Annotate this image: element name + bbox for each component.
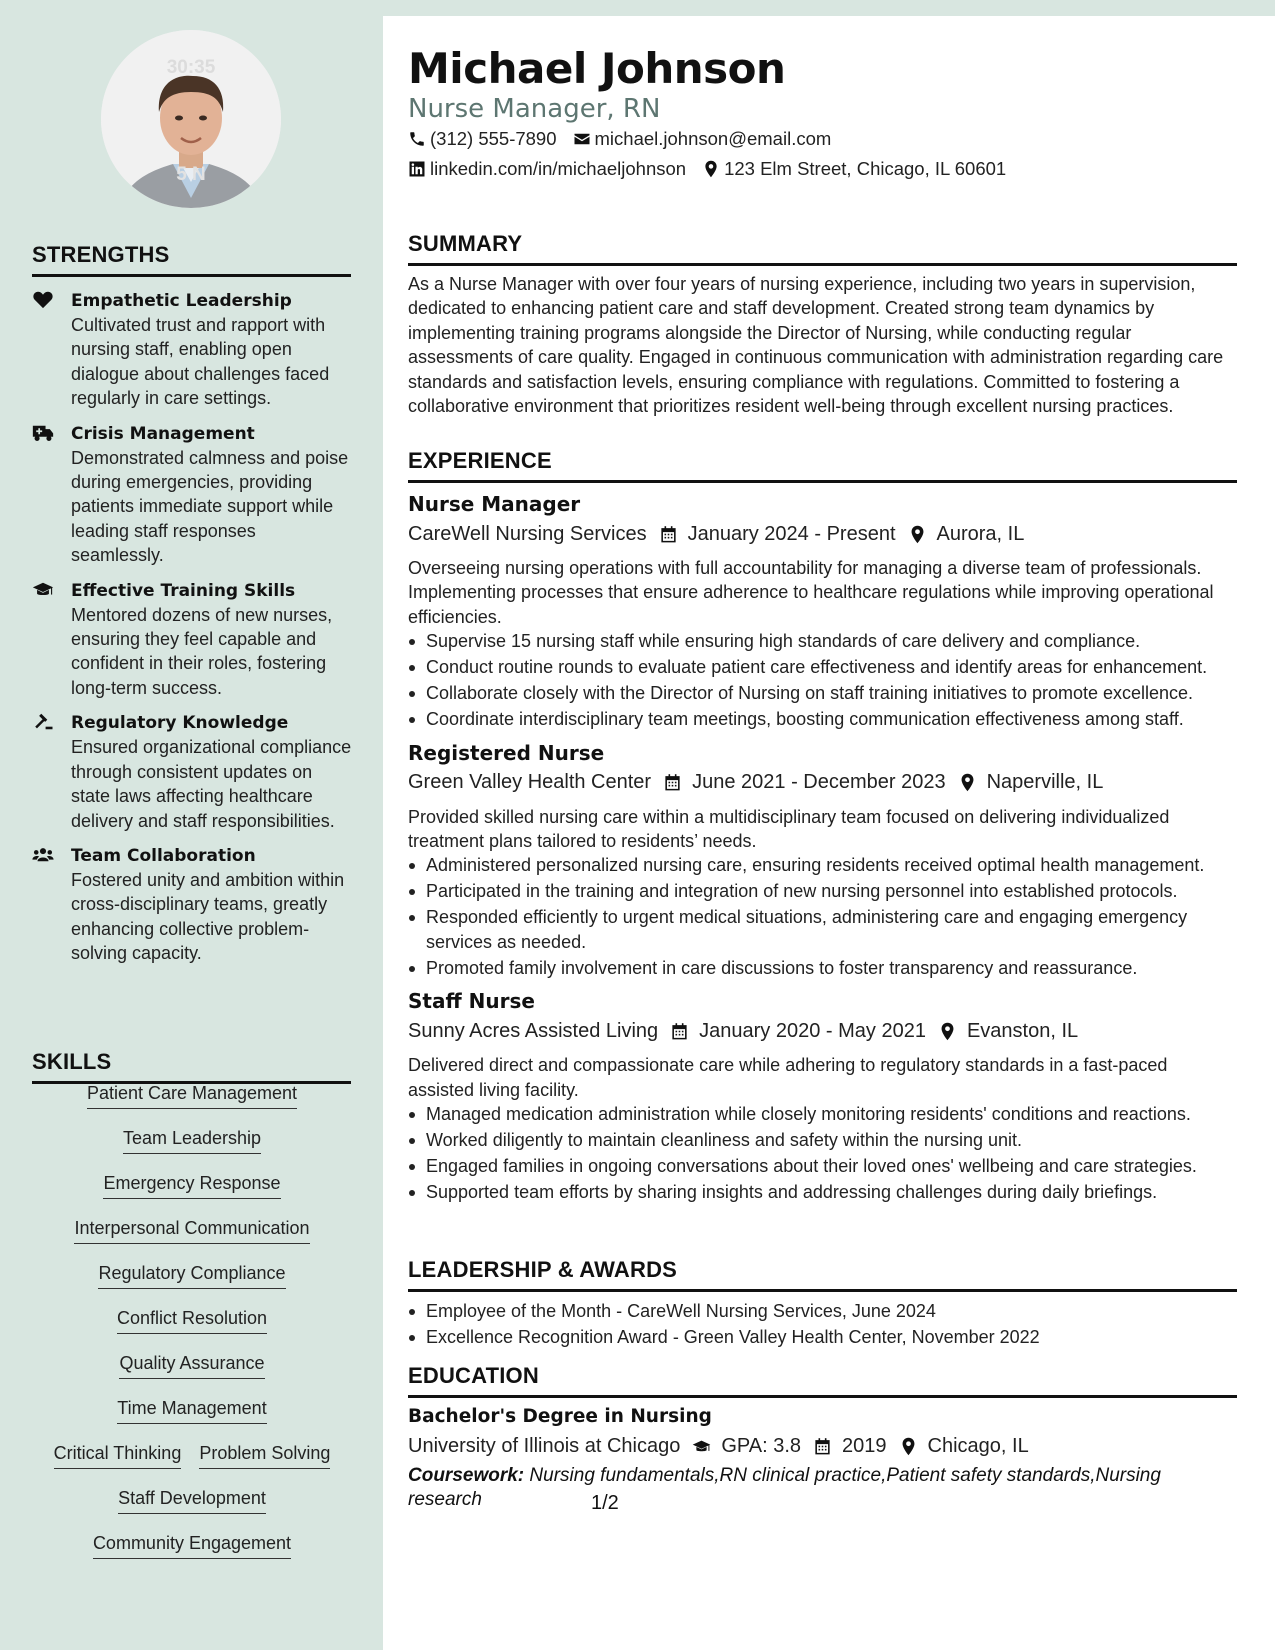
heart-icon bbox=[32, 290, 54, 309]
experience-section bbox=[408, 448, 1237, 1206]
job-meta bbox=[408, 518, 1237, 550]
calendar-icon bbox=[659, 525, 678, 544]
email-address[interactable]: michael.johnson@email.com bbox=[594, 128, 832, 149]
summary-text: As a Nurse Manager with over four years of nursing experience, including two years in supervision, dedicated to enhancing patient care and staff development. Created strong team dynamics by implementing training programs alongside the Director of Nursing, while conducting regular assessments of care quality. Engaged in continuous communication with administration regarding care standards and satisfaction levels, ensuring compliance with regulations. Committed to fostering a collaborative environment that prioritizes resident well-being through excellent nursing practices. bbox=[408, 274, 1224, 417]
skill-row bbox=[32, 1352, 352, 1397]
job-entry bbox=[408, 987, 1237, 1204]
list-item: Employee of the Month - CareWell Nursing Services, June 2024 bbox=[408, 1299, 1237, 1323]
skill-row bbox=[32, 1217, 352, 1262]
skill-tag: Problem Solving bbox=[199, 1442, 330, 1469]
summary-section bbox=[408, 231, 1237, 418]
contact-row-1 bbox=[408, 128, 847, 150]
candidate-role: Nurse Manager, RN bbox=[408, 94, 661, 124]
map-pin-icon bbox=[908, 525, 927, 544]
gavel-icon bbox=[32, 712, 54, 731]
skill-row bbox=[32, 1307, 352, 1352]
list-item: Excellence Recognition Award - Green Valley Health Center, November 2022 bbox=[408, 1325, 1237, 1349]
list-item: Supported team efforts by sharing insights and addressing challenges during daily briefings. bbox=[408, 1180, 1237, 1204]
graduation-year-text: 2019 bbox=[842, 1434, 887, 1457]
skill-row bbox=[32, 1262, 352, 1307]
job-bullets bbox=[408, 1102, 1237, 1204]
job-dates-text: January 2024 - Present bbox=[687, 522, 896, 545]
job-title: Registered Nurse bbox=[408, 740, 605, 765]
list-item: Collaborate closely with the Director of Nursing on staff training initiatives to promote excellence. bbox=[408, 681, 1237, 705]
strength-title: Effective Training Skills bbox=[71, 580, 296, 601]
strength-title: Empathetic Leadership bbox=[71, 291, 292, 311]
job-dates bbox=[659, 523, 896, 546]
phone-contact bbox=[408, 128, 557, 150]
education-location-text: Chicago, IL bbox=[927, 1434, 1029, 1457]
coursework-label: Coursework: bbox=[408, 1465, 525, 1486]
skill-tag: Patient Care Management bbox=[87, 1082, 297, 1109]
skill-tag: Quality Assurance bbox=[119, 1352, 264, 1379]
list-item: Managed medication administration while closely monitoring residents' conditions and reactions. bbox=[408, 1102, 1237, 1126]
strength-description: Demonstrated calmness and poise during emergencies, providing patients immediate support while leading staff responses seamlessly. bbox=[71, 447, 349, 566]
list-item: Participated in the training and integration of new nursing personnel into established protocols. bbox=[408, 879, 1237, 903]
strength-title: Team Collaboration bbox=[71, 845, 256, 866]
main-content bbox=[383, 16, 1275, 1650]
strength-description: Cultivated trust and rapport with nursing staff, enabling open dialogue about challenges faced regularly in care settings. bbox=[71, 315, 330, 409]
job-location bbox=[908, 523, 1025, 546]
gpa bbox=[692, 1435, 801, 1458]
strength-description: Mentored dozens of new nurses, ensuring they feel capable and confident in their roles, fostering long-term success. bbox=[71, 604, 333, 698]
photo-overlay-text: 5 N bbox=[176, 164, 206, 185]
job-location-text: Evanston, IL bbox=[966, 1019, 1079, 1042]
address-contact bbox=[702, 158, 1006, 180]
linkedin-contact[interactable] bbox=[408, 158, 686, 180]
list-item: Engaged families in ongoing conversations about their loved ones' wellbeing and care strategies. bbox=[408, 1154, 1237, 1178]
list-item: Coordinate interdisciplinary team meetings, boosting communication effectiveness among staff. bbox=[408, 707, 1237, 731]
map-pin-icon bbox=[899, 1437, 918, 1456]
linkedin-icon bbox=[408, 160, 426, 178]
phone-number: (312) 555-7890 bbox=[430, 128, 557, 149]
list-item: Administered personalized nursing care, ensuring residents received optimal health management. bbox=[408, 853, 1237, 877]
skill-row bbox=[32, 1532, 352, 1577]
email-contact[interactable] bbox=[573, 128, 832, 150]
job-title: Staff Nurse bbox=[408, 989, 535, 1014]
strengths-list bbox=[32, 289, 352, 977]
job-meta bbox=[408, 1015, 1237, 1047]
job-description: Delivered direct and compassionate care while adhering to regulatory standards in a fast-paced assisted living facility. bbox=[408, 1055, 1168, 1100]
candidate-name: Michael Johnson bbox=[408, 44, 786, 93]
company-name: Green Valley Health Center bbox=[408, 771, 652, 794]
skill-row bbox=[32, 1172, 352, 1217]
job-dates bbox=[663, 771, 946, 794]
calendar-icon bbox=[813, 1437, 832, 1456]
linkedin-url[interactable]: linkedin.com/in/michaeljohnson bbox=[430, 158, 687, 179]
experience-heading: EXPERIENCE bbox=[408, 448, 1237, 483]
education-heading: EDUCATION bbox=[408, 1363, 1237, 1398]
strength-description: Fostered unity and ambition within cross-disciplinary teams, greatly enhancing collective problem-solving capacity. bbox=[71, 869, 345, 964]
profile-photo bbox=[101, 30, 281, 208]
job-bullets bbox=[408, 853, 1237, 980]
strength-item bbox=[32, 579, 352, 701]
page-number: 1/2 bbox=[591, 1492, 619, 1514]
skill-row bbox=[32, 1487, 352, 1532]
skill-tag: Interpersonal Communication bbox=[74, 1217, 309, 1244]
users-icon bbox=[32, 845, 54, 864]
coursework-text: Nursing fundamentals,RN clinical practice,Patient safety standards,Nursing research bbox=[408, 1465, 1161, 1510]
skill-tag: Staff Development bbox=[118, 1487, 266, 1514]
awards-section bbox=[408, 1257, 1237, 1351]
skill-tag: Regulatory Compliance bbox=[98, 1262, 285, 1289]
skills-list bbox=[32, 1082, 352, 1577]
job-location-text: Aurora, IL bbox=[936, 522, 1025, 545]
skill-tag: Conflict Resolution bbox=[117, 1307, 267, 1334]
calendar-icon bbox=[663, 773, 682, 792]
map-pin-icon bbox=[958, 773, 977, 792]
skill-tag: Emergency Response bbox=[103, 1172, 280, 1199]
job-location bbox=[958, 771, 1104, 794]
coursework bbox=[408, 1464, 1237, 1512]
job-dates bbox=[670, 1020, 926, 1043]
skill-tag: Community Engagement bbox=[93, 1532, 291, 1559]
graduation-year bbox=[813, 1435, 887, 1458]
strength-item bbox=[32, 289, 352, 411]
education-section bbox=[408, 1363, 1237, 1512]
sidebar bbox=[0, 0, 383, 1650]
strengths-heading: STRENGTHS bbox=[32, 242, 351, 277]
education-meta bbox=[408, 1430, 1237, 1462]
summary-heading: SUMMARY bbox=[408, 231, 1237, 266]
map-pin-icon bbox=[702, 160, 720, 178]
list-item: Conduct routine rounds to evaluate patient care effectiveness and identify areas for enhancement. bbox=[408, 655, 1237, 679]
company-name: Sunny Acres Assisted Living bbox=[408, 1019, 659, 1042]
job-description: Provided skilled nursing care within a multidisciplinary team focused on delivering individualized treatment plans tailored to residents’ needs. bbox=[408, 806, 1170, 852]
skill-row bbox=[32, 1082, 352, 1127]
strength-item bbox=[32, 422, 352, 568]
skills-heading: SKILLS bbox=[32, 1049, 351, 1084]
skill-tag: Time Management bbox=[117, 1397, 266, 1424]
job-location bbox=[938, 1020, 1078, 1043]
strength-item bbox=[32, 711, 352, 833]
street-address: 123 Elm Street, Chicago, IL 60601 bbox=[724, 158, 1007, 179]
graduation-cap-icon bbox=[692, 1437, 711, 1456]
strength-description: Ensured organizational compliance through consistent updates on state laws affecting healthcare delivery and staff responsibilities. bbox=[71, 737, 352, 831]
job-entry bbox=[408, 739, 1237, 981]
gpa-text: GPA: 3.8 bbox=[721, 1434, 802, 1457]
list-item: Supervise 15 nursing staff while ensuring high standards of care delivery and compliance. bbox=[408, 629, 1237, 653]
skill-tag: Team Leadership bbox=[123, 1127, 261, 1154]
job-meta bbox=[408, 767, 1237, 799]
skill-row bbox=[32, 1127, 352, 1172]
job-title: Nurse Manager bbox=[408, 492, 581, 516]
list-item: Responded efficiently to urgent medical situations, administering care and engaging emergency services as needed. bbox=[408, 905, 1237, 954]
school-name: University of Illinois at Chicago bbox=[408, 1434, 681, 1457]
strength-title: Crisis Management bbox=[71, 423, 255, 444]
strength-item bbox=[32, 844, 352, 966]
degree-title: Bachelor's Degree in Nursing bbox=[408, 1406, 712, 1427]
job-location-text: Naperville, IL bbox=[986, 771, 1104, 794]
map-pin-icon bbox=[938, 1022, 957, 1041]
job-bullets bbox=[408, 629, 1237, 731]
photo-overlay-time: 30:35 bbox=[166, 57, 216, 78]
skill-row bbox=[32, 1442, 352, 1487]
job-entry bbox=[408, 490, 1237, 732]
ambulance-icon bbox=[32, 423, 54, 442]
skill-row bbox=[32, 1397, 352, 1442]
envelope-icon bbox=[573, 130, 591, 148]
job-dates-text: June 2021 - December 2023 bbox=[692, 771, 946, 794]
job-dates-text: January 2020 - May 2021 bbox=[699, 1019, 926, 1042]
contact-row-2 bbox=[408, 158, 1022, 180]
company-name: CareWell Nursing Services bbox=[408, 522, 647, 545]
phone-icon bbox=[408, 130, 426, 148]
list-item: Promoted family involvement in care discussions to foster transparency and reassurance. bbox=[408, 956, 1237, 980]
education-location bbox=[899, 1435, 1029, 1458]
list-item: Worked diligently to maintain cleanliness and safety within the nursing unit. bbox=[408, 1128, 1237, 1152]
job-description: Overseeing nursing operations with full accountability for managing a diverse team of professionals. Implementing processes that ensure adherence to healthcare regulations while improving operational efficiencies. bbox=[408, 558, 1214, 627]
strength-title: Regulatory Knowledge bbox=[71, 713, 289, 734]
skill-tag: Critical Thinking bbox=[54, 1442, 182, 1469]
awards-heading: LEADERSHIP & AWARDS bbox=[408, 1257, 1237, 1292]
calendar-icon bbox=[670, 1022, 689, 1041]
graduation-cap-icon bbox=[32, 580, 54, 599]
awards-list bbox=[408, 1299, 1237, 1349]
